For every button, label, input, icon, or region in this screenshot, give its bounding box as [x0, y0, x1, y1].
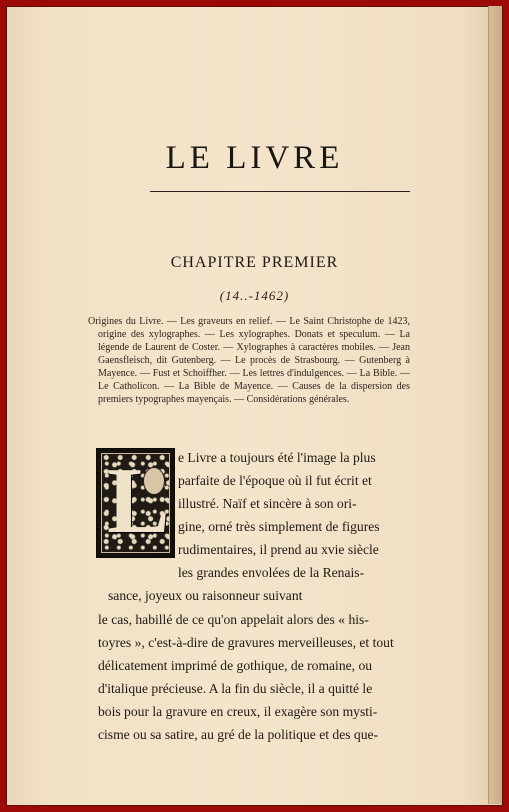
title-rule: [150, 191, 410, 192]
body-line: toyres », c'est-à-dire de gravures merveilleuses, et tout: [98, 635, 394, 650]
body-line: rudimentaires, il prend au xvie siècle: [178, 542, 379, 557]
body-line: bois pour la gravure en creux, il exagère son mysti-: [98, 704, 378, 719]
decorated-initial: [96, 448, 175, 558]
body-line: cisme ou sa satire, au gré de la politique et des que-: [98, 727, 379, 742]
body-line: délicatement imprimé de gothique, de romaine, ou: [98, 658, 373, 673]
body-line: les grandes envolées de la Renais-: [178, 565, 365, 580]
chapter-heading: CHAPITRE PREMIER: [170, 254, 339, 271]
body-line: sance, joyeux ou raisonneur suivant: [108, 588, 303, 603]
body-line: d'italique précieuse. A la fin du siècle, il a quitté le: [98, 681, 373, 696]
body-line: parfaite de l'époque où il fut écrit et: [178, 473, 372, 488]
initial-letter: L: [107, 449, 170, 553]
page-edge: [488, 6, 502, 804]
chapter-summary: Origines du Livre. — Les graveurs en relief. — Le Saint Christophe de 1423, origine des xylographes. — Les xylographes. Donats et speculum. — La légende de Laurent de Coster. — Xylographes à caractères mobiles. — Jean Gaensfleisch, dit Gutenberg. — Le procès de Strasbourg. — Gutenberg à Mayence. — Fust et Schoiffher. — Les lettres d'indulgences. — La Bible. — Le Catholicon. — La Bible de Mayence. — Causes de la dispersion des premiers typographes mayençais. — Considérations générales.: [88, 316, 410, 405]
body-line: illustré. Naïf et sincère à son ori-: [178, 496, 357, 511]
body-line: gine, orné très simplement de figures: [178, 519, 380, 534]
page-title: LE LIVRE: [165, 140, 344, 176]
body-line: le cas, habillé de ce qu'on appelait alors des « his-: [98, 612, 369, 627]
chapter-dates: (14..-1462): [219, 288, 290, 303]
body-line: e Livre a toujours été l'image la plus: [178, 450, 376, 465]
